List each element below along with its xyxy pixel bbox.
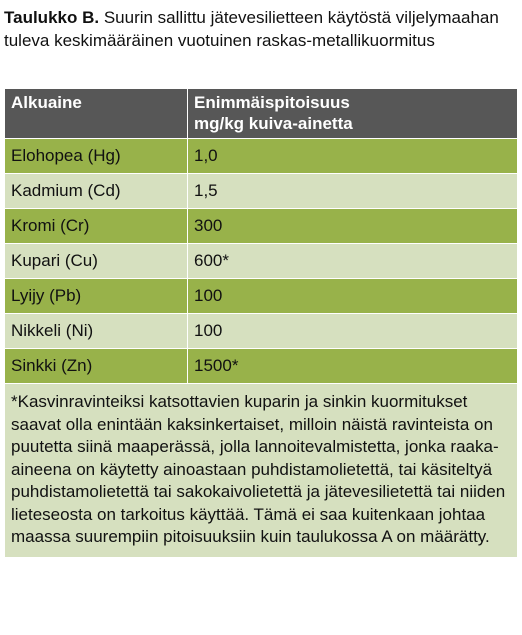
limit-cell: 100 [194, 286, 223, 305]
table-row [5, 314, 517, 349]
limit-cell: 1,0 [194, 146, 218, 165]
table-row [5, 279, 517, 314]
table-row [5, 139, 517, 174]
element-cell: Sinkki (Zn) [5, 349, 188, 383]
table-caption [4, 6, 514, 52]
table-row [5, 349, 517, 384]
header-element: Alkuaine [5, 89, 188, 138]
table-row [5, 174, 517, 209]
element-cell: Kupari (Cu) [5, 244, 188, 278]
header-limit [188, 89, 517, 138]
table-footnote: *Kasvinravinteiksi katsottavien kuparin ja sinkin kuormitukset saavat olla enintään kaksinkertaiset, milloin näistä ravinteista on puutetta siinä maaperässä, jolla lannoitevalmistetta, jonka raaka-aineena on käytetty ainoastaan puhdistamolietettä, tai käsiteltyä puhdistamolietettä tai sakokaivolietettä ja jätevesilietettä tai niiden lieteseosta on tarkoitus käyttää. Tämä ei saa kuitenkaan johtaa maassa suurempiin pitoisuuksiin kuin taulukossa A on määrätty. [5, 384, 517, 557]
caption-label: Taulukko B. [4, 8, 100, 27]
table-row [5, 209, 517, 244]
element-cell: Kadmium (Cd) [5, 174, 188, 208]
heavy-metal-table [4, 88, 518, 558]
limit-cell: 300 [194, 216, 223, 235]
limit-cell: 1500* [194, 356, 239, 375]
table-header-row [5, 89, 517, 139]
header-limit-line2: mg/kg kuiva-ainetta [194, 114, 353, 133]
table-row [5, 244, 517, 279]
element-cell: Lyijy (Pb) [5, 279, 188, 313]
caption-text: Suurin sallittu jätevesilietteen käytöstä viljelymaahan tuleva keskimääräinen vuotuinen raskas-metallikuormitus [4, 8, 499, 50]
element-cell: Kromi (Cr) [5, 209, 188, 243]
limit-cell: 100 [194, 321, 223, 340]
element-cell: Elohopea (Hg) [5, 139, 188, 173]
limit-cell: 1,5 [194, 181, 218, 200]
element-cell: Nikkeli (Ni) [5, 314, 188, 348]
limit-cell: 600* [194, 251, 229, 270]
header-limit-line1: Enimmäispitoisuus [194, 93, 350, 112]
